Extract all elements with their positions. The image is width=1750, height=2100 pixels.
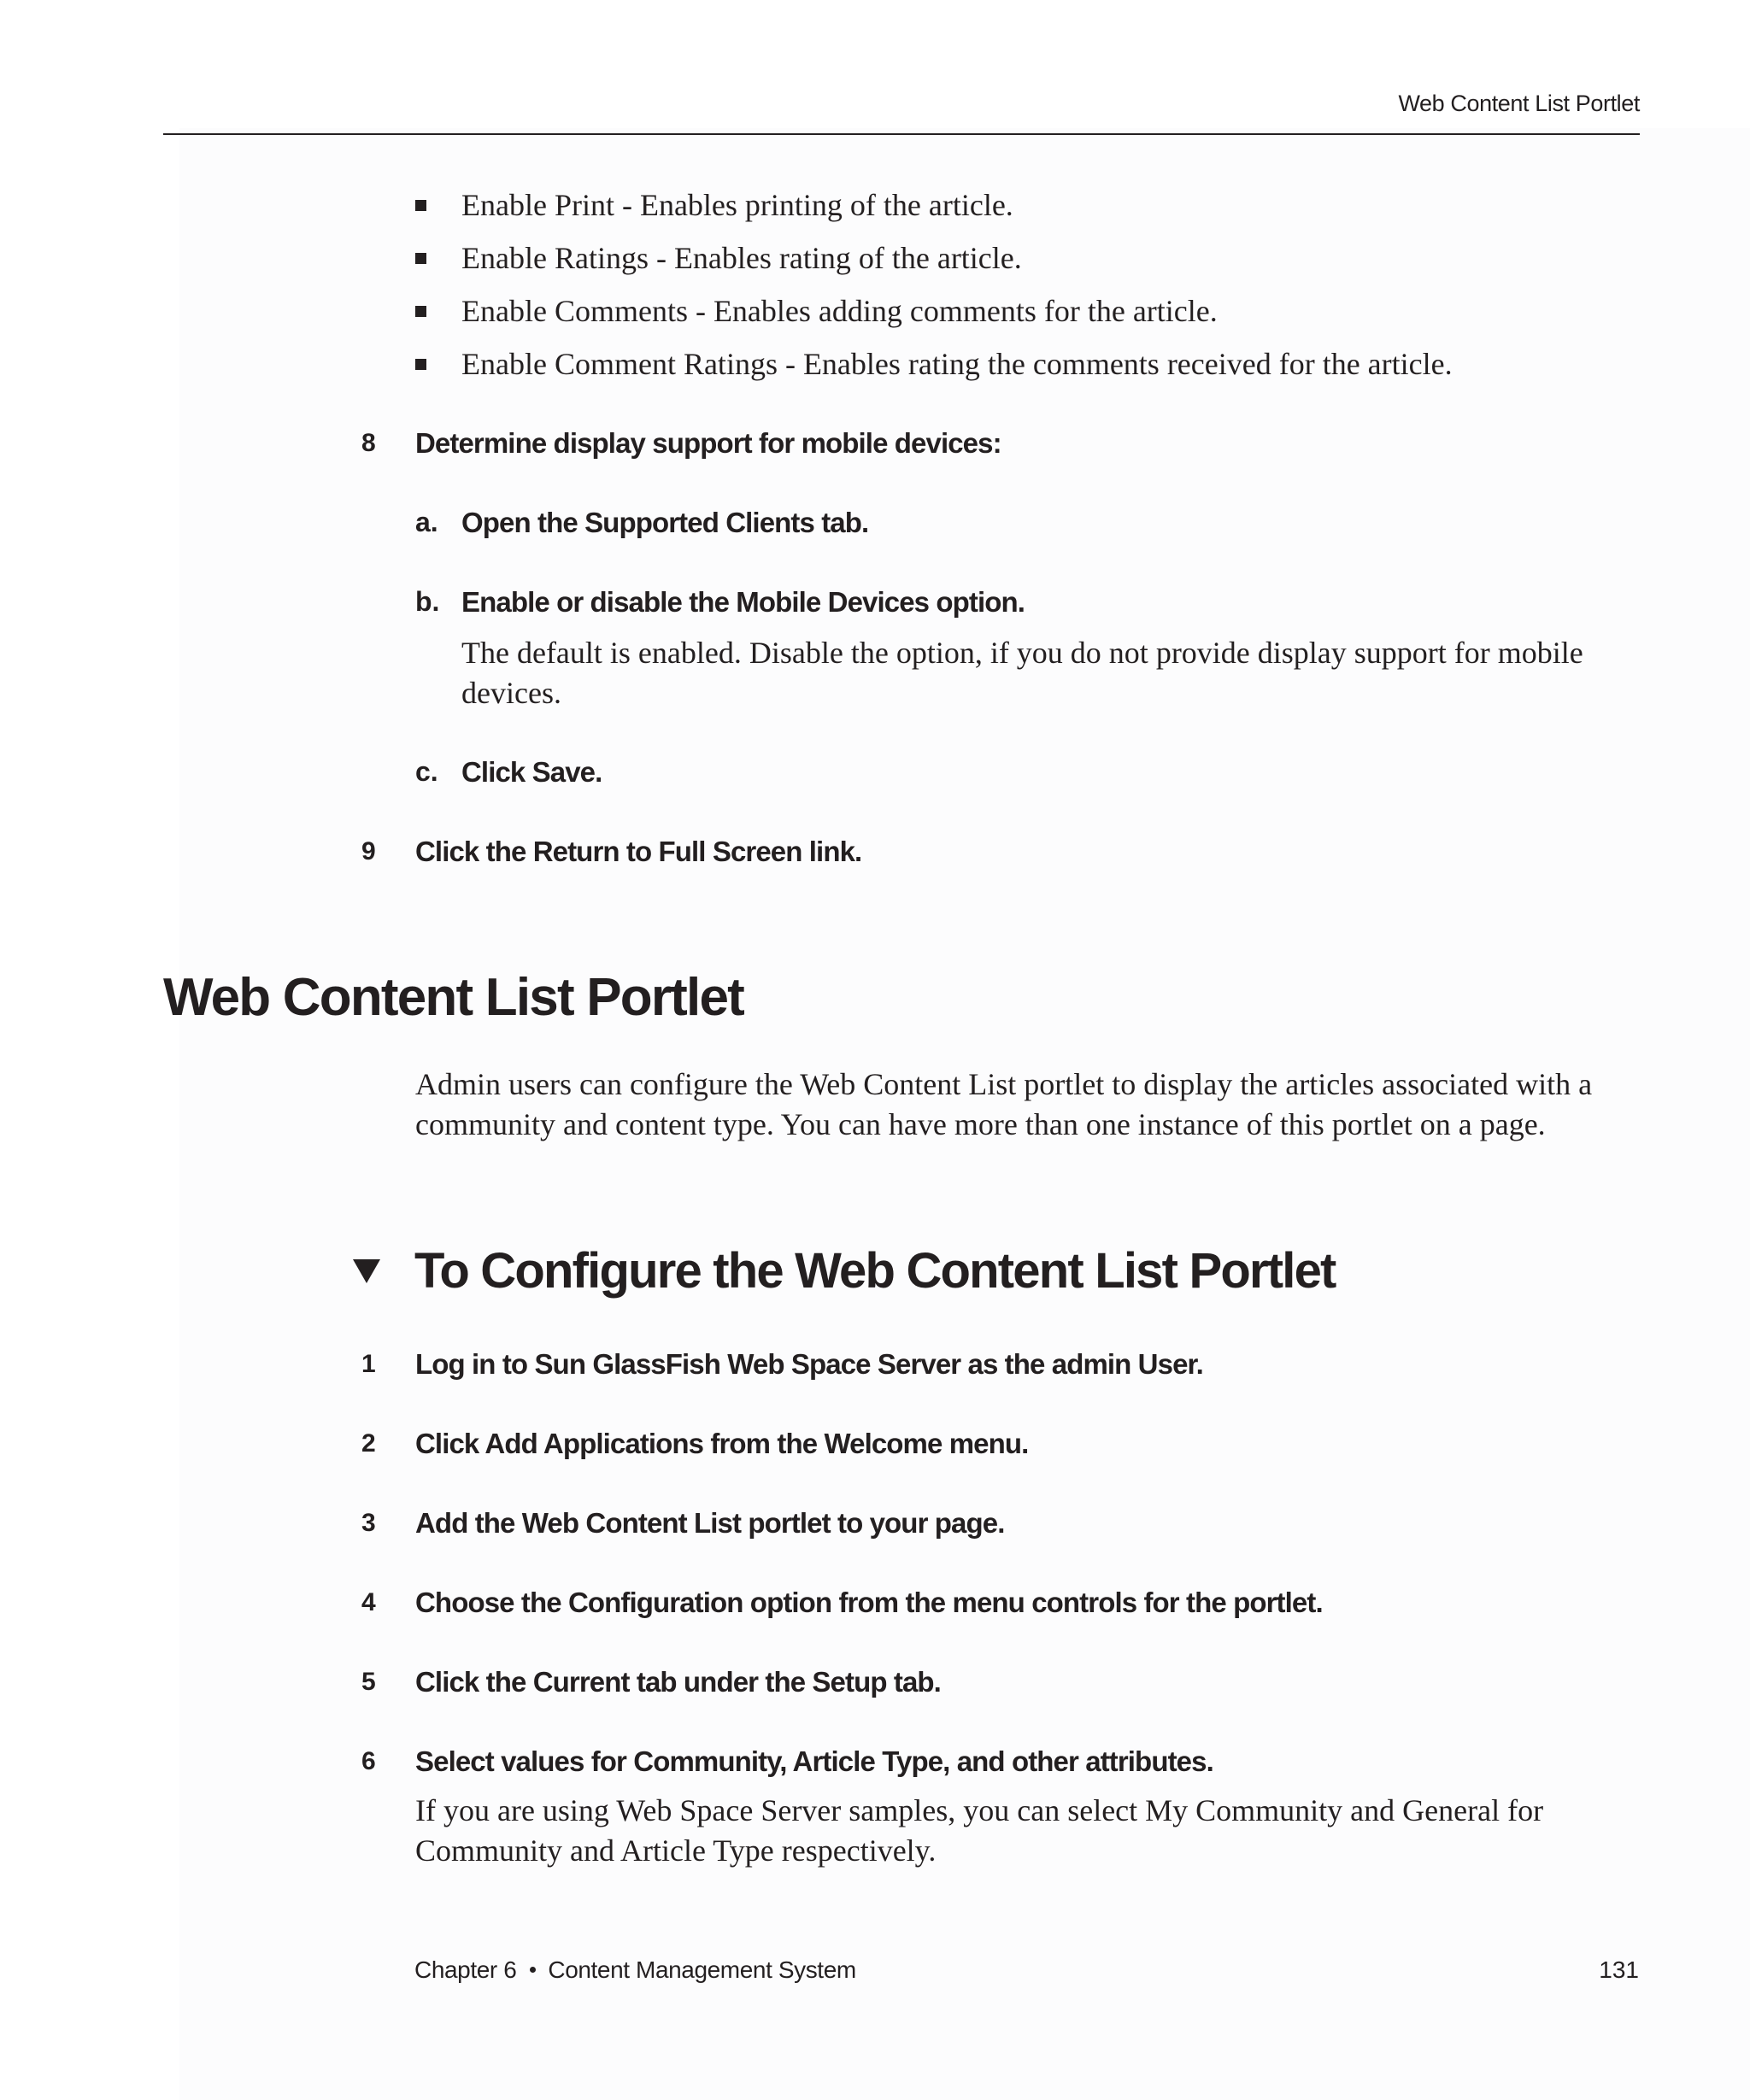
chapter-title: Content Management System bbox=[548, 1956, 856, 1983]
substep-text: Click Save. bbox=[461, 756, 602, 788]
step-number: 5 bbox=[361, 1668, 376, 1696]
bullet-text: Enable Comment Ratings - Enables rating the comments received for the article. bbox=[461, 347, 1453, 381]
step-text: Choose the Configuration option from the menu controls for the portlet. bbox=[415, 1587, 1323, 1618]
bullet-text: Enable Ratings - Enables rating of the article. bbox=[461, 241, 1022, 275]
step-note bbox=[415, 1791, 1543, 1871]
bullet-separator-icon bbox=[530, 1967, 536, 1973]
square-bullet-icon bbox=[415, 253, 426, 264]
step-number: 3 bbox=[361, 1509, 376, 1537]
page-footer-chapter bbox=[414, 1956, 856, 1984]
step-number: 1 bbox=[361, 1350, 376, 1378]
section-intro-line: community and content type. You can have more than one instance of this portlet on a page. bbox=[415, 1107, 1546, 1141]
square-bullet-icon bbox=[415, 306, 426, 317]
step-text: Add the Web Content List portlet to your page. bbox=[415, 1507, 1005, 1539]
step-number: 6 bbox=[361, 1747, 376, 1775]
bullet-text: Enable Print - Enables printing of the article. bbox=[461, 188, 1013, 222]
bullet-text: Enable Comments - Enables adding comments for the article. bbox=[461, 294, 1218, 328]
step-text: Click the Return to Full Screen link. bbox=[415, 836, 862, 867]
step-text: Log in to Sun GlassFish Web Space Server as the admin User. bbox=[415, 1348, 1203, 1380]
substep-note bbox=[461, 633, 1583, 713]
procedure-triangle-icon bbox=[353, 1259, 380, 1283]
step-text: Click the Current tab under the Setup tab. bbox=[415, 1666, 941, 1698]
procedure-heading: To Configure the Web Content List Portlet bbox=[414, 1243, 1336, 1299]
step-text: Click Add Applications from the Welcome menu. bbox=[415, 1428, 1029, 1459]
section-intro-line: Admin users can configure the Web Content List portlet to display the articles associated with a bbox=[415, 1067, 1593, 1101]
substep-letter: a. bbox=[415, 507, 438, 537]
step-note-line: Community and Article Type respectively. bbox=[415, 1833, 937, 1868]
page-number: 131 bbox=[1599, 1956, 1639, 1983]
substep-note-line: The default is enabled. Disable the option, if you do not provide display support for mobile bbox=[461, 636, 1583, 670]
header-rule bbox=[163, 133, 1640, 135]
substep-text: Enable or disable the Mobile Devices option. bbox=[461, 586, 1025, 618]
square-bullet-icon bbox=[415, 359, 426, 370]
substep-text: Open the Supported Clients tab. bbox=[461, 507, 869, 538]
step-text: Select values for Community, Article Type, and other attributes. bbox=[415, 1745, 1213, 1777]
square-bullet-icon bbox=[415, 200, 426, 211]
substep-note-line: devices. bbox=[461, 676, 561, 710]
running-header: Web Content List Portlet bbox=[1398, 91, 1640, 116]
chapter-label: Chapter 6 bbox=[414, 1956, 517, 1983]
substep-letter: c. bbox=[415, 756, 438, 787]
step-number: 9 bbox=[361, 837, 376, 865]
step-number: 8 bbox=[361, 429, 376, 457]
substep-letter: b. bbox=[415, 586, 440, 617]
step-text: Determine display support for mobile devices: bbox=[415, 427, 1001, 459]
section-heading: Web Content List Portlet bbox=[163, 968, 743, 1027]
step-number: 4 bbox=[361, 1588, 376, 1616]
section-intro bbox=[415, 1065, 1592, 1145]
step-number: 2 bbox=[361, 1429, 376, 1458]
step-note-line: If you are using Web Space Server samples, you can select My Community and General for bbox=[415, 1793, 1544, 1827]
